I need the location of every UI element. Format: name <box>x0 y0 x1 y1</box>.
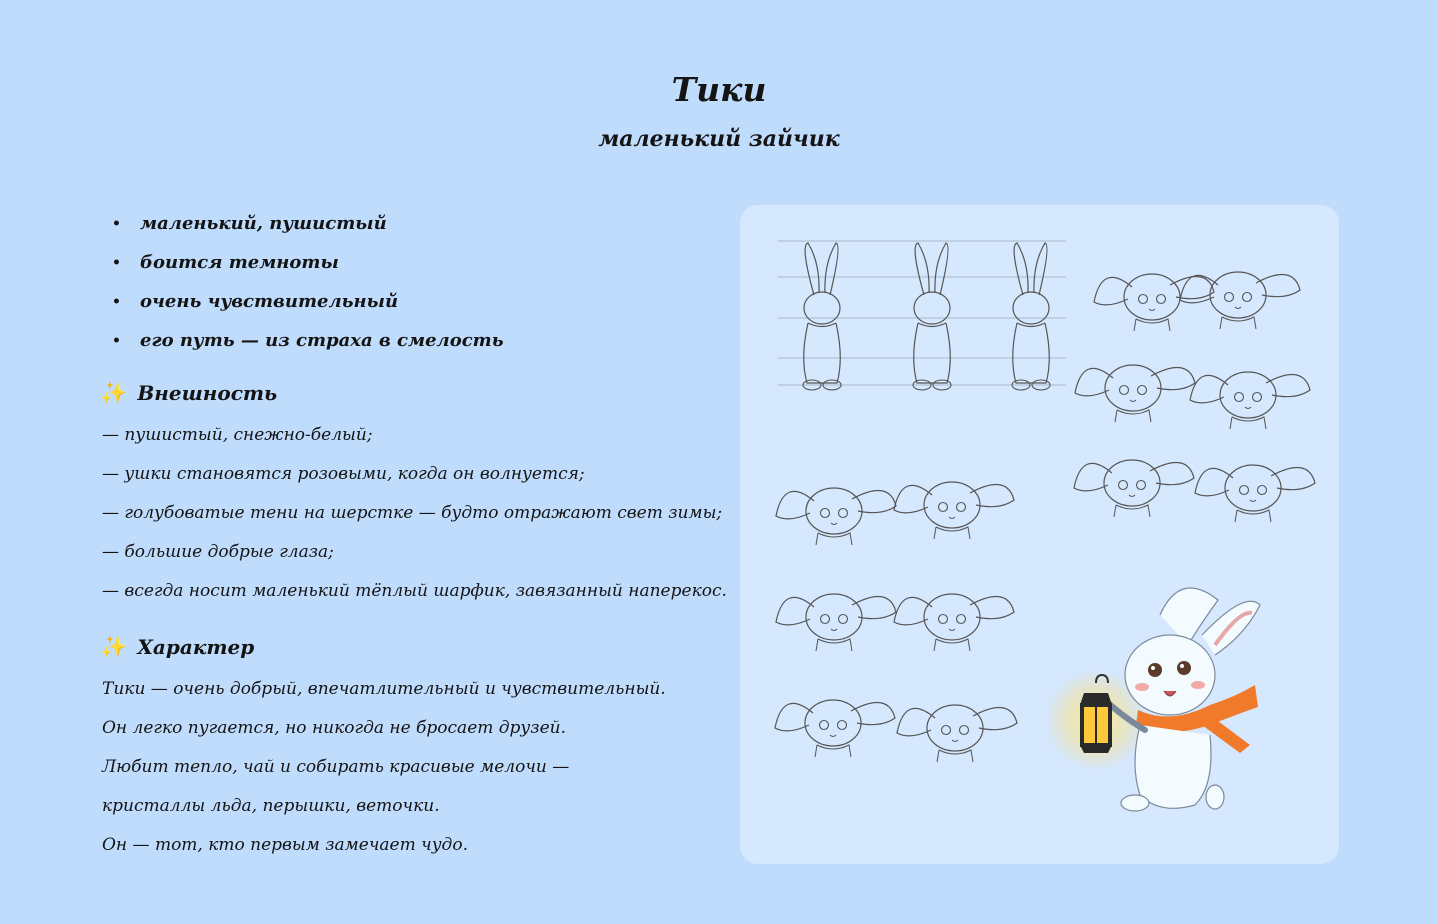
page-title: Тики <box>671 70 767 109</box>
list-item: кристаллы льда, перышки, веточки. <box>102 796 440 816</box>
list-item: Он — тот, кто первым замечает чудо. <box>102 835 468 855</box>
bullet-icon: • <box>112 215 121 232</box>
bullet-icon: • <box>112 293 121 310</box>
turnaround-grid <box>778 241 1066 385</box>
bunny-with-lantern-illustration <box>1046 588 1260 811</box>
character-sheet-panel <box>740 205 1339 864</box>
sparkles-icon: ✨ <box>100 380 128 406</box>
list-item: — голубоватые тени на шерстке — будто отражают свет зимы; <box>102 503 723 523</box>
list-item: Он легко пугается, но никогда не бросает друзей. <box>102 718 566 738</box>
appearance-lines <box>102 416 727 611</box>
character-lines <box>102 670 666 865</box>
bullet-icon: • <box>112 332 121 349</box>
appearance-heading: ✨ Внешность <box>100 380 278 406</box>
list-item: — всегда носит маленький тёплый шарфик, завязанный наперекос. <box>102 581 727 601</box>
character-heading: ✨ Характер <box>100 634 255 660</box>
list-item: — большие добрые глаза; <box>102 542 334 562</box>
list-item: Любит тепло, чай и собирать красивые мелочи — <box>102 757 570 777</box>
page-subtitle: маленький зайчик <box>598 126 840 152</box>
list-item: • боится темноты <box>112 243 504 282</box>
list-item: • очень чувствительный <box>112 282 504 321</box>
bullet-icon: • <box>112 254 121 271</box>
list-item: — ушки становятся розовыми, когда он волнуется; <box>102 464 585 484</box>
bunny-sketches-illustration <box>740 205 1339 864</box>
list-item: Тики — очень добрый, впечатлительный и чувствительный. <box>102 679 666 699</box>
list-item: • его путь — из страха в смелость <box>112 321 504 360</box>
list-item: — пушистый, снежно-белый; <box>102 425 373 445</box>
sparkles-icon: ✨ <box>100 634 128 660</box>
list-item: • маленький, пушистый <box>112 204 504 243</box>
trait-list <box>112 204 504 360</box>
